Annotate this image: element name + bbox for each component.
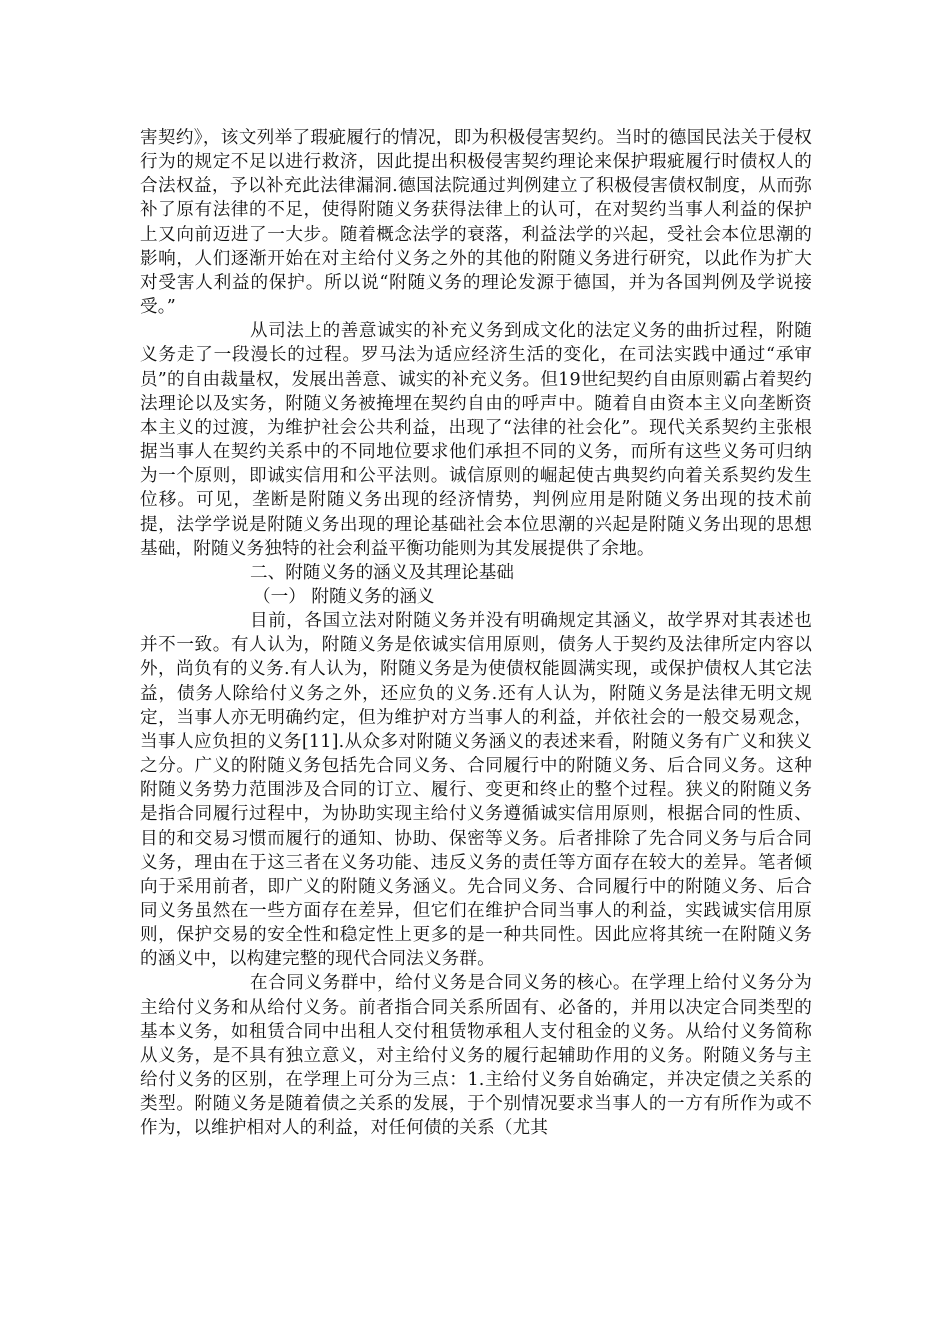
document-page xyxy=(140,126,812,1141)
section-heading: 二、附随义务的涵义及其理论基础 xyxy=(250,562,514,583)
paragraph-2: 从司法上的善意诚实的补充义务到成文化的法定义务的曲折过程，附随义务走了一段漫长的过程。罗马法为适应经济生活的变化，在司法实践中通过“承审员”的自由裁量权，发展出善意、诚实的补充义务。但19世纪契约自由原则霸占着契约法理论以及实务，附随义务被掩埋在契约自由的呼声中。随着自由资本主义向垄断资本主义的过渡，为维护社会公共利益，出现了“法律的社会化”。现代关系契约主张根据当事人在契约关系中的不同地位要求他们承担不同的义务，而所有这些义务可归纳为一个原则，即诚实信用和公平法则。诚信原则的崛起使古典契约向着关系契约发生位移。可见，垄断是附随义务出现的经济情势，判例应用是附随义务出现的技术前提，法学学说是附随义务出现的理论基础社会本位思潮的兴起是附随义务出现的思想基础，附随义务独特的社会利益平衡功能则为其发展提供了余地。 xyxy=(140,321,812,559)
subsection-heading: （一） 附随义务的涵义 xyxy=(253,586,435,607)
paragraph-4: 在合同义务群中，给付义务是合同义务的核心。在学理上给付义务分为主给付义务和从给付义务。前者指合同关系所固有、必备的，并用以决定合同类型的基本义务，如租赁合同中出租人交付租赁物承租人支付租金的义务。从给付义务简称从义务，是不具有独立意义，对主给付义务的履行起辅助作用的义务。附随义务与主给付义务的区别，在学理上可分为三点：1.主给付义务自始确定，并决定债之关系的类型。附随义务是随着债之关系的发展，于个别情况要求当事人的一方有所作为或不作为，以维护相对人的利益，对任何债的关系（尤其 xyxy=(140,973,812,1139)
paragraph-3: 目前，各国立法对附随义务并没有明确规定其涵义，故学界对其表述也并不一致。有人认为，附随义务是依诚实信用原则，债务人于契约及法律所定内容以外，尚负有的义务.有人认为，附随义务是为使债权能圆满实现，或保护债权人其它法益，债务人除给付义务之外，还应负的义务.还有人认为，附随义务是法律无明文规定，当事人亦无明确约定，但为维护对方当事人的利益，并依社会的一般交易观念，当事人应负担的义务[11].从众多对附随义务涵义的表述来看，附随义务有广义和狭义之分。广义的附随义务包括先合同义务、合同履行中的附随义务、后合同义务。这种附随义务势力范围涉及合同的订立、履行、变更和终止的整个过程。狭义的附随义务是指合同履行过程中，为协助实现主给付义务遵循诚实信用原则，根据合同的性质、目的和交易习惯而履行的通知、协助、保密等义务。后者排除了先合同义务与后合同义务，理由在于这三者在义务功能、违反义务的责任等方面存在较大的差异。笔者倾向于采用前者，即广义的附随义务涵义。先合同义务、合同履行中的附随义务、后合同义务虽然在一些方面存在差异，但它们在维护合同当事人的利益，实践诚实信用原则，保护交易的安全性和稳定性上更多的是一种共同性。因此应将其统一在附随义务的涵义中，以构建完整的现代合同法义务群。 xyxy=(140,611,812,970)
paragraph-1: 害契约》，该文列举了瑕疵履行的情况，即为积极侵害契约。当时的德国民法关于侵权行为的规定不足以进行救济，因此提出积极侵害契约理论来保护瑕疵履行时债权人的合法权益，予以补充此法律漏洞.德国法院通过判例建立了积极侵害债权制度，从而弥补了原有法律的不足，使得附随义务获得法律上的认可，在对契约当事人利益的保护上又向前迈进了一大步。随着概念法学的衰落，利益法学的兴起，受社会本位思潮的影响，人们逐渐开始在对主给付义务之外的其他的附随义务进行研究，以此作为扩大对受害人利益的保护。所以说“附随义务的理论发源于德国，并为各国判例及学说接受。” xyxy=(140,128,812,318)
